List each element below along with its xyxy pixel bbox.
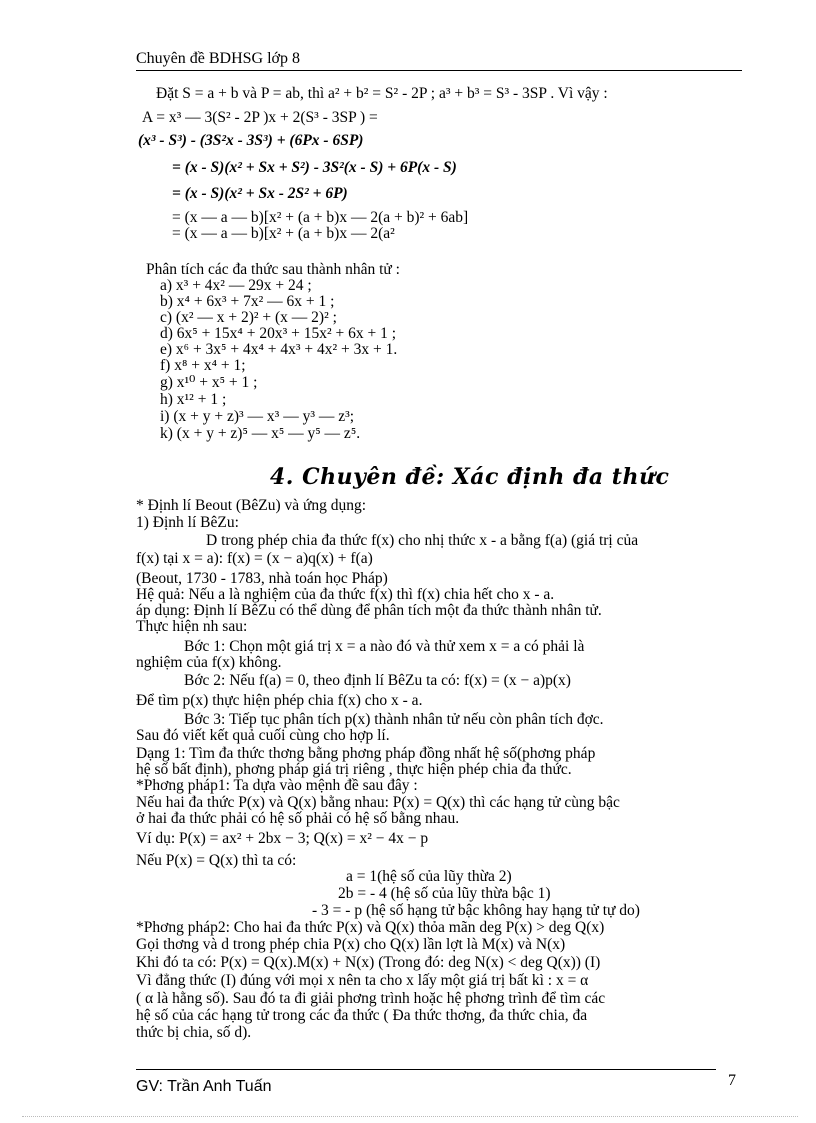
exercise-item: g) x¹⁰ + x⁵ + 1 ; — [160, 374, 258, 391]
exercise-item: e) x⁶ + 3x⁵ + 4x⁴ + 4x³ + 4x² + 3x + 1. — [160, 341, 398, 358]
header-title: Chuyên đề BDHSG lớp 8 — [136, 50, 301, 67]
exercise-item: c) (x² — x + 2)² + (x — 2)² ; — [160, 309, 337, 326]
header-rule — [136, 70, 742, 71]
body-line: * Định lí Beout (BêZu) và ứng dụng: — [136, 497, 367, 514]
body-line: hệ số bất định), phơng pháp giá trị riêng , thực hiện phép chia đa thức. — [136, 761, 572, 778]
body-line: f(x) tại x = a): f(x) = (x − a)q(x) + f(a) — [136, 550, 373, 567]
body-line: - 3 = - p (hệ số hạng tử bậc không hay hạng tử tự do) — [312, 902, 640, 919]
exercise-item: d) 6x⁵ + 15x⁴ + 20x³ + 15x² + 6x + 1 ; — [160, 325, 397, 342]
body-line: Dạng 1: Tìm đa thức thơng bằng phơng pháp đồng nhất hệ số(phơng pháp — [136, 745, 596, 762]
derivation-line-3: (x³ - S³) - (3S²x - 3S³) + (6Px - 6SP) — [138, 132, 364, 149]
body-line: 1) Định lí BêZu: — [136, 514, 239, 531]
body-line: ở hai đa thức phải có hệ số phải có hệ số bằng nhau. — [136, 810, 460, 827]
body-line: Ví dụ: P(x) = ax² + 2bx − 3; Q(x) = x² − 4x − p — [136, 830, 429, 847]
body-line: Gọi thơng và d trong phép chia P(x) cho Q(x) lần lợt là M(x) và N(x) — [136, 936, 566, 953]
body-line: Khi đó ta có: P(x) = Q(x).M(x) + N(x) (Trong đó: deg N(x) < deg Q(x)) (I) — [136, 954, 601, 971]
exercise-item: a) x³ + 4x² — 29x + 24 ; — [160, 277, 312, 294]
body-line: a = 1(hệ số của lũy thừa 2) — [346, 868, 512, 885]
body-line: Nếu P(x) = Q(x) thì ta có: — [136, 852, 297, 869]
body-line: Hệ quả: Nếu a là nghiệm của đa thức f(x) thì f(x) chia hết cho x - a. — [136, 586, 555, 603]
body-line: hệ số của các hạng tử trong các đa thức ( Đa thức thơng, đa thức chia, đa — [136, 1007, 588, 1024]
body-line: Bớc 3: Tiếp tục phân tích p(x) thành nhân tử nếu còn phân tích đợc. — [184, 711, 604, 728]
exercise-intro: Phân tích các đa thức sau thành nhân tử : — [146, 261, 400, 278]
derivation-line-7: = (x — a — b)[x² + (a + b)x — 2(a² — [172, 225, 395, 242]
body-line: (Beout, 1730 - 1783, nhà toán học Pháp) — [136, 570, 388, 587]
body-line: Thực hiện nh sau: — [136, 618, 248, 635]
exercise-item: i) (x + y + z)³ — x³ — y³ — z³; — [160, 408, 355, 425]
body-line: D trong phép chia đa thức f(x) cho nhị thức x - a bằng f(a) (giá trị của — [206, 532, 639, 549]
body-line: *Phơng pháp2: Cho hai đa thức P(x) và Q(x) thỏa mãn deg P(x) > deg Q(x) — [136, 919, 605, 936]
page-number: 7 — [728, 1072, 736, 1089]
derivation-line-5: = (x - S)(x² + Sx - 2S² + 6P) — [172, 185, 348, 202]
body-line: ( α là hằng số). Sau đó ta đi giải phơng trình hoặc hệ phơng trình để tìm các — [136, 990, 606, 1007]
derivation-line-2: A = x³ — 3(S² - 2P )x + 2(S³ - 3SP ) = — [142, 109, 378, 126]
derivation-line-1: Đặt S = a + b và P = ab, thì a² + b² = S² - 2P ; a³ + b³ = S³ - 3SP . Vì vậy : — [156, 85, 608, 102]
footer-rule — [136, 1069, 716, 1070]
bottom-dotted-border — [22, 1116, 798, 1117]
body-line: Để tìm p(x) thực hiện phép chia f(x) cho x - a. — [136, 692, 423, 709]
body-line: nghiệm của f(x) không. — [136, 654, 282, 671]
body-line: áp dụng: Định lí BêZu có thể dùng để phân tích một đa thức thành nhân tử. — [136, 602, 602, 619]
body-line: Bớc 1: Chọn một giá trị x = a nào đó và thử xem x = a có phải là — [184, 638, 585, 655]
body-line: thức bị chia, số d). — [136, 1024, 252, 1041]
exercise-item: f) x⁸ + x⁴ + 1; — [160, 357, 246, 374]
section-title: 4. Chuyên đề: Xác định đa thức — [270, 464, 670, 490]
derivation-line-4: = (x - S)(x² + Sx + S²) - 3S²(x - S) + 6P(x - S) — [172, 159, 457, 176]
derivation-line-6: = (x — a — b)[x² + (a + b)x — 2(a + b)² + 6ab] — [172, 209, 469, 226]
body-line: *Phơng pháp1: Ta dựa vào mệnh đề sau đây : — [136, 777, 418, 794]
body-line: Vì đẳng thức (I) đúng với mọi x nên ta cho x lấy một giá trị bất kì : x = α — [136, 972, 589, 989]
body-line: Nếu hai đa thức P(x) và Q(x) bằng nhau: P(x) = Q(x) thì các hạng tử cùng bậc — [136, 794, 620, 811]
footer-author: GV: Trần Anh Tuấn — [136, 1078, 272, 1095]
exercise-item: h) x¹² + 1 ; — [160, 391, 227, 408]
body-line: Bớc 2: Nếu f(a) = 0, theo định lí BêZu ta có: f(x) = (x − a)p(x) — [184, 672, 571, 689]
exercise-item: k) (x + y + z)⁵ — x⁵ — y⁵ — z⁵. — [160, 425, 361, 442]
exercise-item: b) x⁴ + 6x³ + 7x² — 6x + 1 ; — [160, 293, 335, 310]
body-line: Sau đó viết kết quả cuối cùng cho hợp lí. — [136, 727, 390, 744]
body-line: 2b = - 4 (hệ số của lũy thừa bậc 1) — [338, 885, 551, 902]
